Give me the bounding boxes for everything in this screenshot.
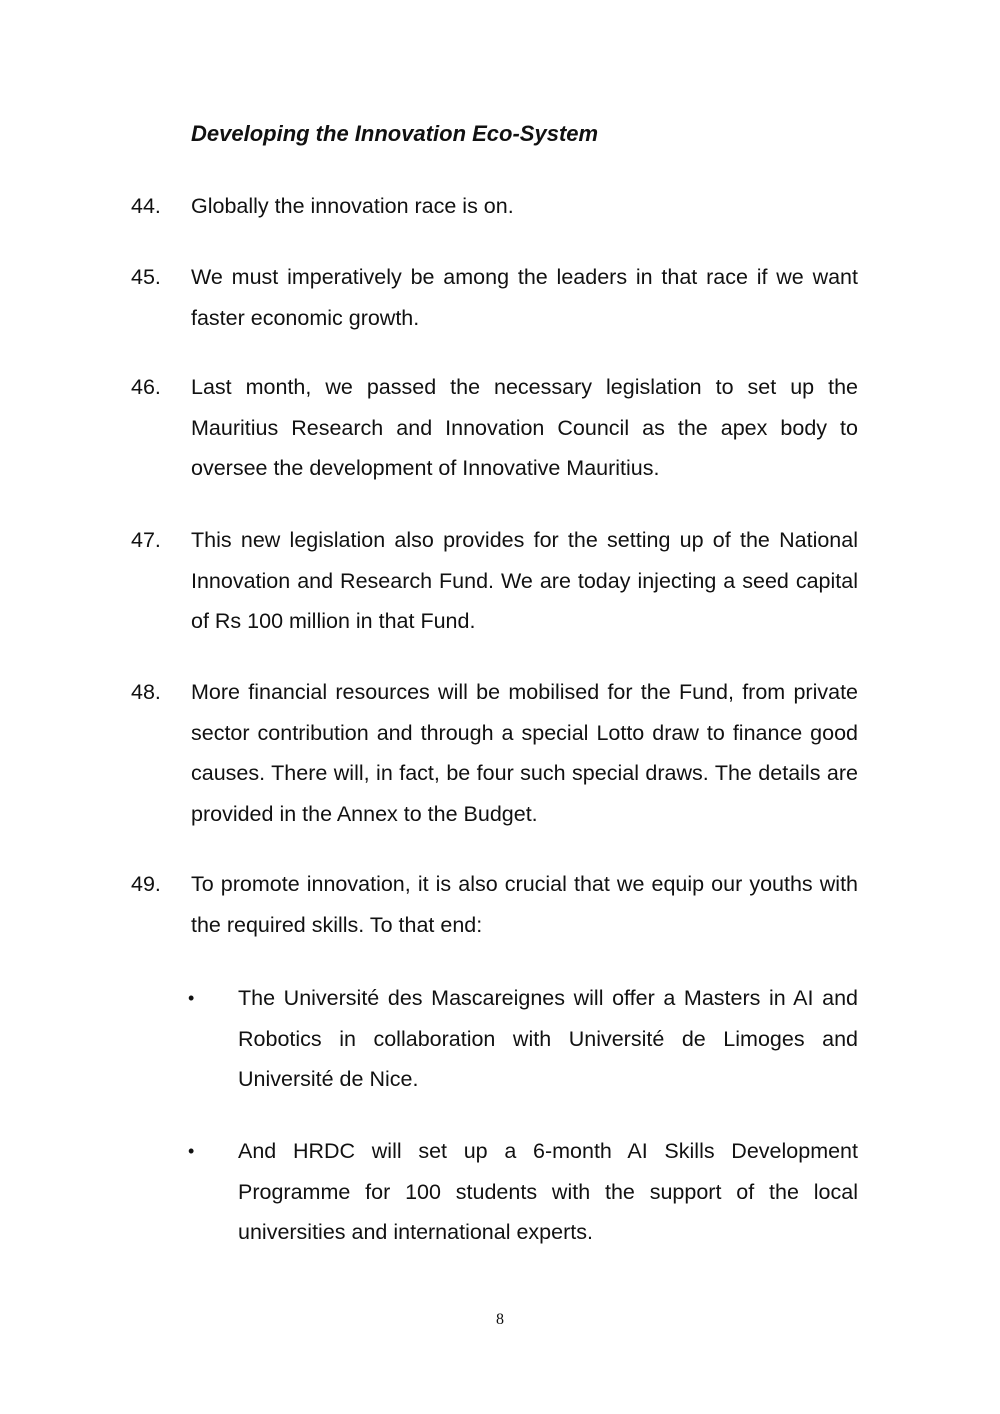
paragraph-text: More financial resources will be mobilised for the Fund, from private sector contribution and through a special Lotto draw to finance good causes. There will, in fact, be four such special draws. The details are provided in the Annex to the Budget. (191, 680, 858, 827)
paragraph-text: We must imperatively be among the leaders in that race if we want faster economic growth. (191, 265, 858, 330)
paragraph-46 (131, 367, 858, 489)
bullet-item-hrdc (188, 1131, 858, 1253)
paragraph-number: 47. (131, 528, 161, 552)
paragraph-text: To promote innovation, it is also crucial that we equip our youths with the required skills. To that end: (191, 872, 858, 937)
bullet-icon: • (188, 988, 195, 1008)
bullet-icon: • (188, 1141, 195, 1161)
paragraph-44 (131, 186, 858, 227)
paragraph-text: Globally the innovation race is on. (191, 194, 514, 218)
paragraph-text: Last month, we passed the necessary legislation to set up the Mauritius Research and Innovation Council as the apex body to oversee the development of Innovative Mauritius. (191, 375, 858, 481)
paragraph-number: 45. (131, 265, 161, 289)
paragraph-text: This new legislation also provides for the setting up of the National Innovation and Research Fund. We are today injecting a seed capital of Rs 100 million in that Fund. (191, 528, 858, 634)
paragraph-45 (131, 257, 858, 338)
paragraph-number: 44. (131, 194, 161, 218)
paragraph-number: 49. (131, 872, 161, 896)
paragraph-47 (131, 520, 858, 642)
bullet-item-masters (188, 978, 858, 1100)
bullet-text: And HRDC will set up a 6-month AI Skills Development Programme for 100 students with the support of the local universities and international experts. (238, 1139, 858, 1245)
paragraph-number: 48. (131, 680, 161, 704)
paragraph-49 (131, 864, 858, 945)
bullet-text: The Université des Mascareignes will offer a Masters in AI and Robotics in collaboration with Université de Limoges and Université de Nice. (238, 986, 858, 1092)
paragraph-48 (131, 672, 858, 835)
section-title: Developing the Innovation Eco-System (191, 121, 599, 146)
paragraph-number: 46. (131, 375, 161, 399)
page-number: 8 (496, 1311, 504, 1328)
